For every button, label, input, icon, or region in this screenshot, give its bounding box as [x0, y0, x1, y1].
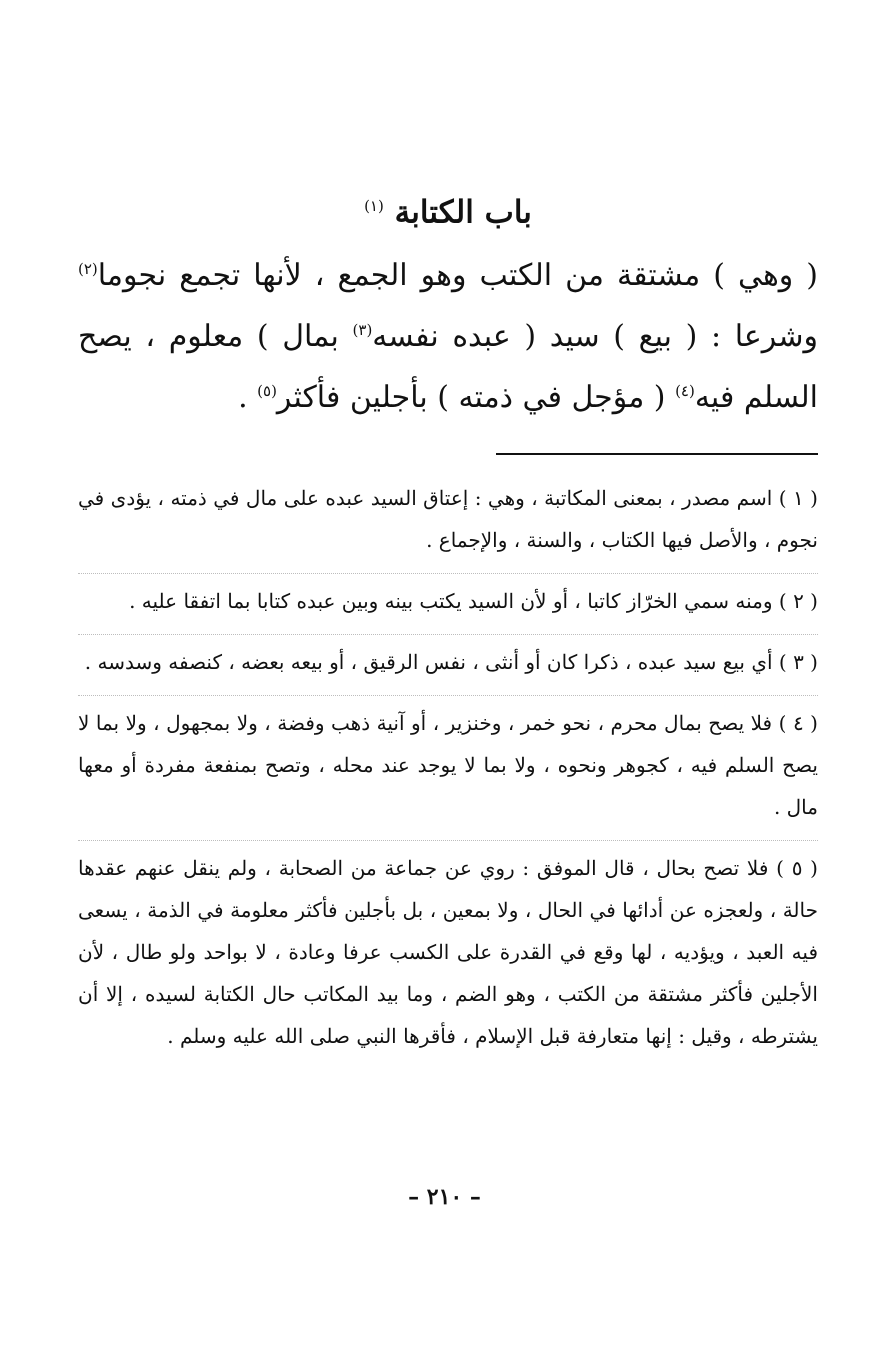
- footnote-4-text: فلا يصح بمال محرم ، نحو خمر ، وخنزير ، أو آنية ذهب وفضة ، ولا بمجهول ، ولا بما لا يصح السلم فيه ، كجوهر ونحوه ، ولا بما لا يوجد عند محله ، وتصح بمنفعة مفردة أو معها مال .: [78, 711, 818, 820]
- page-body: [78, 180, 818, 1069]
- chapter-title-text: باب الكتابة: [394, 194, 532, 231]
- main-text: [78, 242, 818, 425]
- footnote-2: [78, 573, 818, 627]
- footnote-2-number: ( ٢ ): [778, 589, 818, 614]
- footnote-ref-4: (٤): [675, 382, 695, 401]
- footnote-3: [78, 634, 818, 688]
- footnote-5-text: فلا تصح بحال ، قال الموفق : روي عن جماعة من الصحابة ، ولم ينقل عنهم عقدها حالة ، ولعجزه عن أدائها في الحال ، ولا بمعين ، بل بأجلين فأكثر معلومة في الذمة ، يسعى فيه العبد ، ويؤديه ، لها وقع في القدرة على الكسب عرفا وعادة ، لا بواحد ولو طال ، لأن الأجلين فأكثر مشتقة من الكتب ، وهو الضم ، وما بيد المكاتب حال الكتابة لسيده ، إلا أن يشترطه ، وقيل : إنها متعارفة قبل الإسلام ، فأقرها النبي صلى الله عليه وسلم .: [78, 856, 819, 1049]
- footnote-4: [78, 695, 818, 833]
- main-text-part-1: ( وهي ) مشتقة من الكتب وهو الجمع ، لأنها تجمع نجوما: [97, 258, 818, 294]
- footnote-separator: [496, 453, 818, 455]
- footnote-3-number: ( ٣ ): [778, 650, 818, 675]
- footnote-ref-2: (٢): [78, 260, 98, 279]
- main-text-part-4: ( مؤجل في ذمته ) بأجلين فأكثر: [276, 380, 676, 416]
- main-text-part-3: بمال ) معلوم ، يصح السلم فيه: [78, 319, 818, 416]
- footnote-1-number: ( ١ ): [778, 486, 818, 511]
- footnote-4-number: ( ٤ ): [778, 711, 818, 736]
- chapter-title-footnote-ref: (١): [364, 197, 384, 215]
- footnote-5-number: ( ٥ ): [776, 856, 818, 881]
- footnote-ref-3: (٣): [352, 321, 373, 340]
- footnote-3-text: أي بيع سيد عبده ، ذكرا كان أو أنثى ، نفس الرقيق ، أو بيعه بعضه ، كنصفه وسدسه .: [84, 650, 773, 675]
- footnote-2-text: ومنه سمي الخرّاز كاتبا ، أو لأن السيد يكتب بينه وبين عبده كتابا بما اتفقا عليه .: [129, 589, 773, 614]
- main-text-part-5: .: [238, 380, 258, 416]
- footnote-1: [78, 477, 818, 566]
- footnote-5: [78, 840, 818, 1062]
- chapter-title: [78, 180, 818, 238]
- footnote-ref-5: (٥): [257, 382, 277, 401]
- footnote-1-text: اسم مصدر ، بمعنى المكاتبة ، وهي : إعتاق السيد عبده على مال في ذمته ، يؤدى في نجوم ، والأصل فيها الكتاب ، والسنة ، والإجماع .: [78, 486, 818, 553]
- page-number: – ٢١٠ –: [408, 1184, 481, 1210]
- main-text-part-2: وشرعا : ( بيع ) سيد ( عبده نفسه: [372, 319, 818, 355]
